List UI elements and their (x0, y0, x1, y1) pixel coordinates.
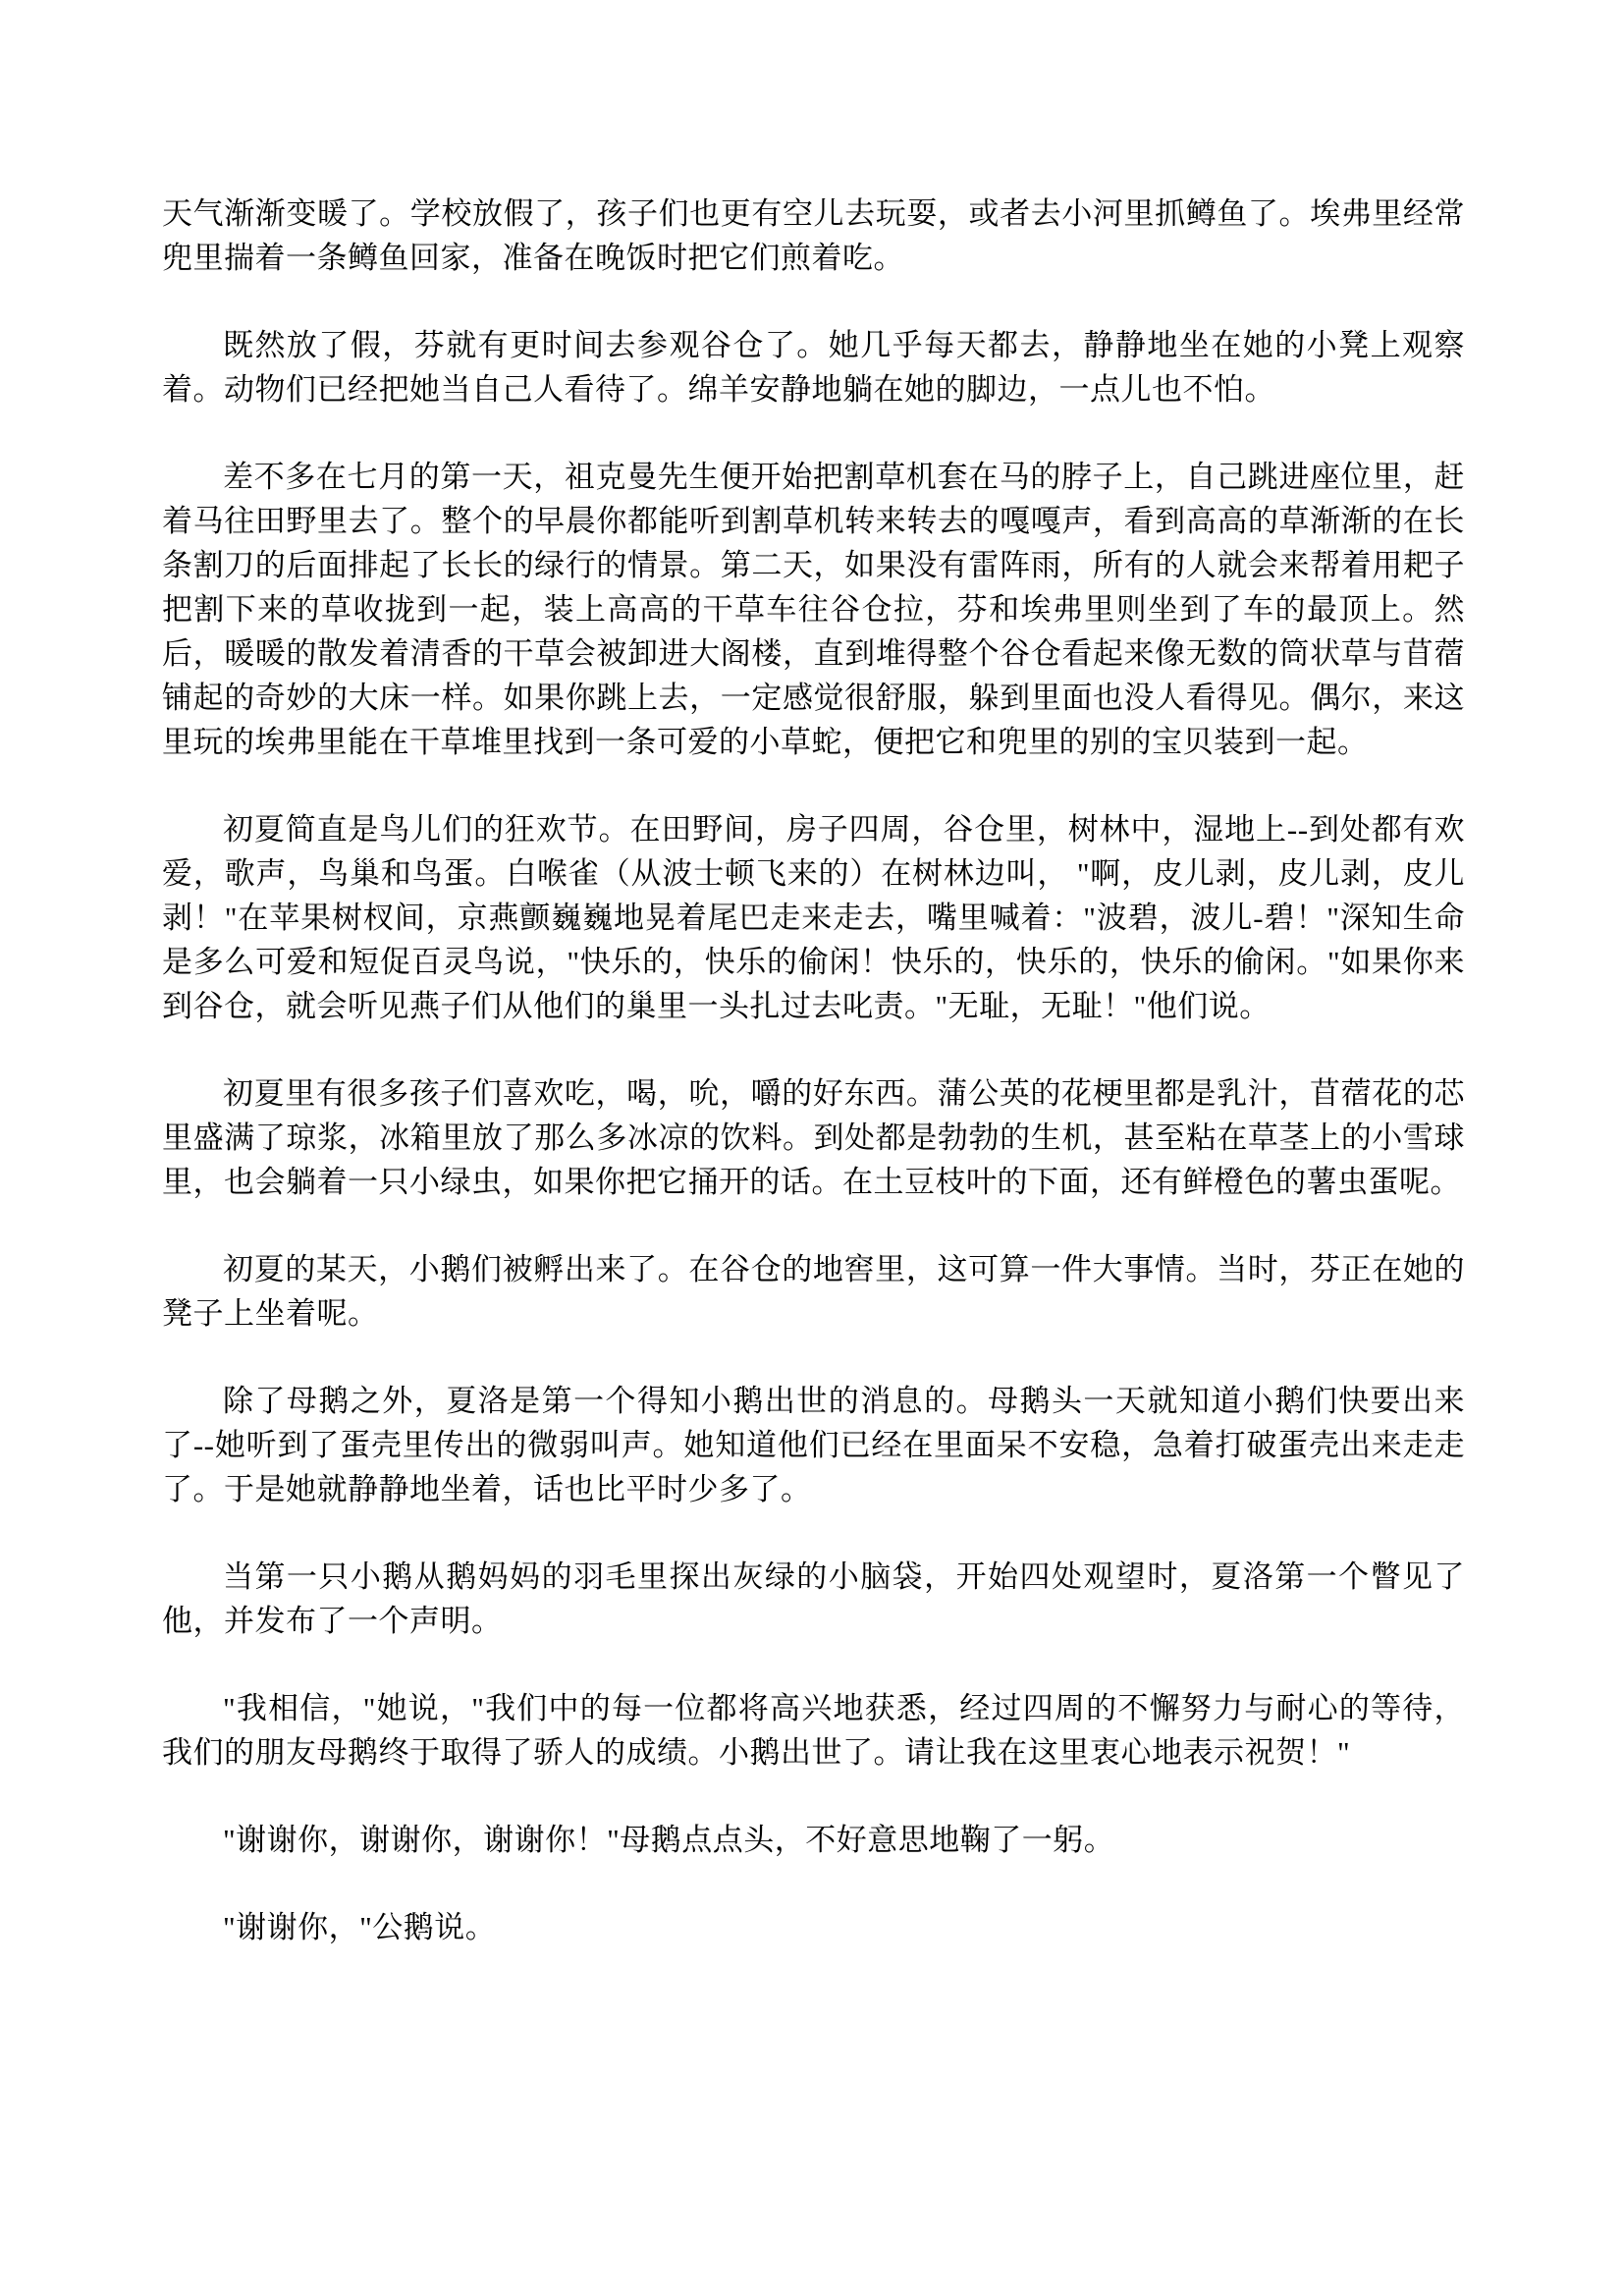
paragraph-1: 天气渐渐变暖了。学校放假了，孩子们也更有空儿去玩耍，或者去小河里抓鳟鱼了。埃弗里经常兜里揣着一条鳟鱼回家，准备在晚饭时把它们煎着吃。 (162, 196, 1465, 275)
paragraph-2: 既然放了假，芬就有更时间去参观谷仓了。她几乎每天都去，静静地坐在她的小凳上观察着。动物们已经把她当自己人看待了。绵羊安静地躺在她的脚边，一点儿也不怕。 (162, 328, 1465, 407)
paragraph-9: "我相信，"她说，"我们中的每一位都将高兴地获悉，经过四周的不懈努力与耐心的等待，我们的朋友母鹅终于取得了骄人的成绩。小鹅出世了。请让我在这里衷心地表示祝贺！" (162, 1691, 1465, 1770)
paragraph-10: "谢谢你，谢谢你，谢谢你！"母鹅点点头，不好意思地鞠了一躬。 (223, 1823, 1115, 1857)
paragraph-4: 初夏简直是鸟儿们的狂欢节。在田野间，房子四周，谷仓里，树林中，湿地上--到处都有欢爱，歌声，鸟巢和鸟蛋。白喉雀（从波士顿飞来的）在树林边叫， "啊，皮儿剥，皮儿剥，皮儿剥！"在苹果树杈间，京燕颤巍巍地晃着尾巴走来走去，嘴里喊着："波碧，波儿-碧！"深知生命是多么可爱和短促百灵鸟说，"快乐的，快乐的偷闲！快乐的，快乐的，快乐的偷闲。"如果你来到谷仓，就会听见燕子们从他们的巢里一头扎过去叱责。"无耻，无耻！"他们说。 (162, 812, 1465, 1023)
paragraph-11: "谢谢你，"公鹅说。 (223, 1910, 497, 1944)
paragraph-3: 差不多在七月的第一天，祖克曼先生便开始把割草机套在马的脖子上，自己跳进座位里，赶着马往田野里去了。整个的早晨你都能听到割草机转来转去的嘎嘎声，看到高高的草渐渐的在长条割刀的后面排起了长长的绿行的情景。第二天，如果没有雷阵雨，所有的人就会来帮着用耙子把割下来的草收拢到一起，装上高高的干草车往谷仓拉，芬和埃弗里则坐到了车的最顶上。然后，暖暖的散发着清香的干草会被卸进大阁楼，直到堆得整个谷仓看起来像无数的筒状草与苜蓿铺起的奇妙的大床一样。如果你跳上去，一定感觉很舒服，躲到里面也没人看得见。偶尔，来这里玩的埃弗里能在干草堆里找到一条可爱的小草蛇，便把它和兜里的别的宝贝装到一起。 (162, 460, 1465, 759)
paragraph-5: 初夏里有很多孩子们喜欢吃，喝，吮，嚼的好东西。蒲公英的花梗里都是乳汁，苜蓿花的芯里盛满了琼浆，冰箱里放了那么多冰凉的饮料。到处都是勃勃的生机，甚至粘在草茎上的小雪球里，也会躺着一只小绿虫，如果你把它捅开的话。在土豆枝叶的下面，还有鲜橙色的薯虫蛋呢。 (162, 1076, 1465, 1199)
paragraph-8: 当第一只小鹅从鹅妈妈的羽毛里探出灰绿的小脑袋，开始四处观望时，夏洛第一个瞥见了他，并发布了一个声明。 (162, 1559, 1465, 1638)
text-block (162, 191, 1465, 1993)
paragraph-6: 初夏的某天，小鹅们被孵出来了。在谷仓的地窖里，这可算一件大事情。当时，芬正在她的凳子上坐着呢。 (162, 1252, 1465, 1331)
paragraph-7: 除了母鹅之外，夏洛是第一个得知小鹅出世的消息的。母鹅头一天就知道小鹅们快要出来了--她听到了蛋壳里传出的微弱叫声。她知道他们已经在里面呆不安稳，急着打破蛋壳出来走走了。于是她就静静地坐着，话也比平时少多了。 (162, 1384, 1465, 1506)
